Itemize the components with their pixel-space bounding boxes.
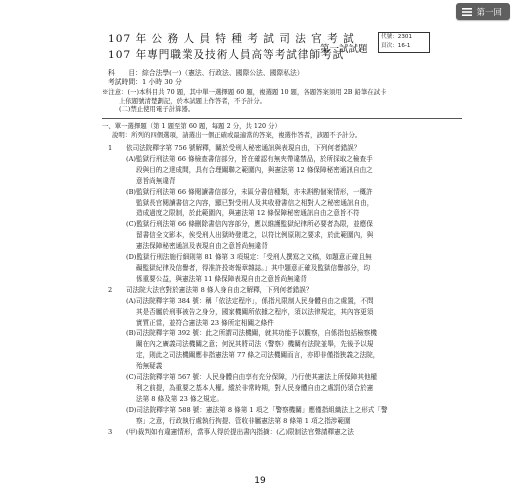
option-text-line: 造成過度之限制，於此範圍內，與憲法第 12 條保障秘密通訊自由之意旨不符 [136,209,360,218]
option-text-line: 利之前提，為重要之基本人權。縱於非常時期，對人民身體自由之處罰仍須合於憲 [136,383,374,392]
answer-option [108,187,474,220]
option-text-line: 殆無疑義 [136,362,163,371]
section-header [102,122,474,140]
exam-title-line1: 107 年 公 務 人 員 特 種 考 試 司 法 官 考 試 [108,33,355,45]
divider [102,118,462,119]
option-text-line: (C)監獄行刑法第 66 條刪除書信內容部分，應以維護監獄紀律所必要者為限，並應保 [126,220,373,229]
answer-option [108,219,474,252]
option-text-line: 關在內之廣義司法機關之意；何況其將司法（警察）機關有法院並舉，先後予以規 [136,340,374,349]
notice-line: ※注意：(一)本科目共 70 題，其中單一選擇題 60 題，複選題 10 題，各題答案須用 2B 鉛筆在試卡 [102,88,387,96]
option-text-line: 憲法保障秘密通訊及表現自由之意旨尚無違背 [136,242,268,251]
answer-option [108,405,474,427]
option-text-line: 意旨尚無違背 [136,176,176,185]
exam-title-suffix: 第一試試題 [320,44,368,55]
option-text-line: 法第 8 條及第 23 條之規定。 [136,394,223,403]
section-heading: 一、單一選擇題（第 1 題至第 60 題，每題 2 分，共 120 分） [102,122,281,130]
top-toolbar [0,0,520,24]
option-text-line: 實質正當，並符合憲法第 23 條所定相關之條件 [136,318,274,327]
section-instruction: 說明：所列的四個選項，請選出一個正確或最適當的答案，複選作答者，該題不予計分。 [112,131,362,139]
option-text-line: 其是否屬於刑事被告之身分，國家機關所依據之程序，須以法律規定，其內容更須 [136,307,374,316]
option-text-line: (D)司法院釋字第 588 號：憲法第 8 條第 1 項之「警察機關」應僅指組織法上之形式「警 [126,405,388,414]
exam-page [70,28,480,468]
page-number: 19 [254,476,266,486]
notice-line: 上依題號清楚劃記，於本試題上作答者，不予計分。 [119,96,266,105]
option-text-line: 礙監獄紀律及信譽者，得准許投寄報章雜誌。」其中題意正確及監獄信譽部分，均 [136,263,371,272]
question-stem: 依司法院釋字第 756 號解釋，關於受刑人秘密通訊與表現自由，下列何者錯誤？ [126,144,361,152]
question-stem: (甲)裁判如有違憲情形，當事人得於提出書內指摘：(乙)限制法官聲請釋憲之法 [126,427,354,436]
option-text-line: 係重要公益，與憲法第 11 條保障表現自由之意旨尚無違背 [136,274,307,283]
option-text-line: 察」之意，行政執行處執行拘提、管收非屬憲法第 8 條第 1 項之指涉範圍 [136,416,351,425]
answer-option [108,252,474,285]
answer-option [108,372,474,405]
option-text-line: 監獄長官閱讀書信之內容，顯已對受刑人及其收發書信之相對人之秘密通訊自由， [136,198,374,207]
notice-line: (二)禁止使用電子計算器。 [119,105,195,113]
question-stem: 司法院大法官對於憲法第 8 條人身自由之解釋，下列何者錯誤？ [126,285,313,294]
option-text-line: 定，則此之司法機關應非指憲法第 77 條之司法機關而言，亦即非僅指狹義之法院， [136,351,380,360]
question-number: 3 [108,427,113,436]
exam-code: 代號：2301 [381,34,413,40]
option-text-line: (A)監獄行刑法第 66 條檢查書信部分，旨在確認有無夾帶違禁品，於所採取之檢查手 [126,154,373,163]
option-text-line: (C)司法院釋字第 567 號：人民身體自由享有充分保障，乃行使其憲法上所保障其他權 [126,373,378,382]
subject-line: 科 目：綜合法學(一)（憲法、行政法、國際公法、國際私法） [108,69,304,77]
option-text-line: (B)監獄行刑法第 66 條閱讀書信部分，未區分書信種類，亦未斟酌個案情形，一概許 [126,187,373,196]
question-number: 2 [108,285,113,294]
page-count: 頁次：16-1 [381,42,411,49]
option-text-line: (D)監獄行刑法施行細則第 81 條第 3 項規定：「受刑人撰寫之文稿，如題意正確且無 [126,253,372,262]
option-text-line: (B)司法院釋字第 392 號：此之所謂司法機關，就其功能予以觀察，自係指包括檢察機 [126,329,377,338]
exam-title-line2: 107 年專門職業及技術人員高等考試律師考試 [108,49,345,61]
back-button-label: 第一回 [476,7,502,18]
question-number: 1 [108,144,113,152]
exam-meta [108,69,304,87]
duration-line: 考試時間：1 小時 30 分 [108,78,182,86]
exam-code-box [378,32,430,53]
answer-option [108,328,474,372]
question-item [108,427,474,438]
option-text-line: (A)司法院釋字第 384 號：稱「依法定程序」，係指凡限制人民身體自由之處置，不問 [126,296,374,305]
back-to-round-one-button[interactable] [456,3,510,20]
question-item [108,143,474,285]
option-text-line: 留書信全文影本，俟受刑人出獄時發還之，以符比例原則之要求，於此範圍內，與 [136,231,374,240]
answer-option [108,296,474,329]
list-icon [462,7,472,17]
question-item [108,285,474,427]
answer-option [108,154,474,187]
option-text-line: 段與目的之達成間，具有合理關聯之範圍內，與憲法第 12 條保障秘密通訊自由之 [136,165,373,174]
question-list [108,143,474,437]
notice-block [102,88,472,114]
